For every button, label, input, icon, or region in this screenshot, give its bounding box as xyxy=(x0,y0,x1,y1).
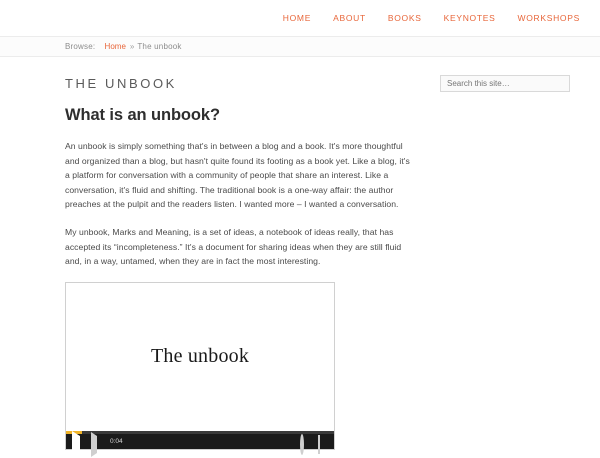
article-content xyxy=(0,106,600,450)
quality-bars-icon[interactable] xyxy=(282,436,292,446)
breadcrumb-prefix: Browse: xyxy=(65,42,96,51)
breadcrumb-current: The unbook xyxy=(137,42,182,51)
video-control-bar[interactable] xyxy=(66,431,334,449)
play-icon[interactable] xyxy=(72,436,82,446)
breadcrumb xyxy=(0,36,600,57)
nav-item-home[interactable]: HOME xyxy=(282,13,312,23)
video-stage[interactable] xyxy=(66,283,334,431)
nav-item-books[interactable]: BOOKS xyxy=(387,13,422,23)
nav-item-about[interactable]: ABOUT xyxy=(333,13,366,23)
video-progress-track[interactable] xyxy=(66,431,334,434)
video-player[interactable] xyxy=(65,282,335,450)
video-left-controls xyxy=(66,436,123,446)
breadcrumb-separator: » xyxy=(129,42,135,51)
page-title: THE UNBOOK xyxy=(65,76,177,91)
search-input[interactable] xyxy=(440,75,570,92)
video-current-time: 0:04 xyxy=(110,437,123,445)
video-right-controls xyxy=(282,436,334,446)
breadcrumb-home-link[interactable]: Home xyxy=(104,42,126,51)
nav-item-workshops[interactable]: WORKSHOPS xyxy=(517,13,580,23)
gear-icon[interactable] xyxy=(300,436,310,446)
fullscreen-icon[interactable] xyxy=(318,436,328,446)
nav-item-keynotes[interactable]: KEYNOTES xyxy=(443,13,496,23)
article-paragraph-1: An unbook is simply something that's in between a blog and a book. It's more thoughtful and organized than a blog, but hasn't quite found its footing as a book yet. Like a blog, it's a platform for conversation with a community of people that share an interest. Like a conversation, it's fluid and shifting. The traditional book is a one-way affair: the author preaches at the pulpit and the readers listen. I wanted more – I wanted a conversation. xyxy=(65,141,410,210)
video-slide-title: The unbook xyxy=(150,345,250,368)
article-paragraph-2: My unbook, Marks and Meaning, is a set of ideas, a notebook of ideas really, that has accepted its “incompleteness.” It's a document for sharing ideas when they are still fluid and, in a way, untamed, when they are in fact the most interesting. xyxy=(65,226,402,267)
article-headline: What is an unbook? xyxy=(65,106,220,124)
site-header xyxy=(0,57,600,104)
primary-navigation xyxy=(0,0,600,36)
volume-icon[interactable] xyxy=(91,436,101,446)
